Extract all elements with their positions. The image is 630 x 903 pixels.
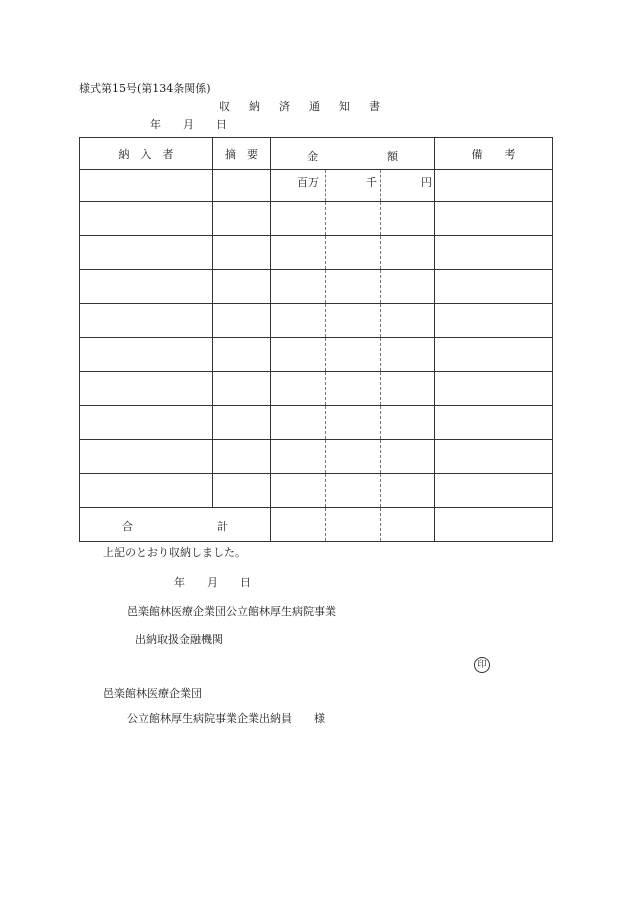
addressee-organization: 邑楽館林医療企業団 [103,687,202,700]
confirmation-text: 上記のとおり収納しました。 [103,546,246,559]
amount-header-left: 金 [307,150,318,163]
issuer-institution: 出納取扱金融機関 [135,633,223,646]
receipt-table [79,137,553,542]
table-row [80,338,553,372]
summary-header: 摘 要 [213,138,271,170]
table-row [80,202,553,236]
payer-header: 納 入 者 [80,138,213,170]
table-row [80,440,553,474]
document-title: 収 納 済 通 知 書 [219,100,384,113]
header-date: 年 月 日 [150,118,227,131]
units-row [80,170,553,202]
form-number: 様式第15号(第134条関係) [79,82,211,95]
unit-thousands: 千 [366,176,377,189]
amount-header-right: 額 [387,150,398,163]
remarks-header: 備 考 [435,138,553,170]
seal-icon: 印 [474,657,490,673]
total-label-cell [80,508,271,542]
table-row [80,372,553,406]
total-label-2: 計 [217,520,228,533]
table-header-row [80,138,553,170]
millions-cell [271,170,326,202]
amount-header [271,138,435,170]
issuer-organization: 邑楽館林医療企業団公立館林厚生病院事業 [127,605,336,618]
table-row [80,304,553,338]
table-row [80,270,553,304]
addressee-person: 公立館林厚生病院事業企業出納員 様 [127,712,325,725]
unit-yen: 円 [421,176,432,189]
table-row [80,406,553,440]
total-row [80,508,553,542]
confirmation-date: 年 月 日 [174,576,251,589]
unit-millions: 百万 [297,176,319,189]
table-row [80,474,553,508]
thousands-cell [326,170,381,202]
total-label-1: 合 [122,520,133,533]
yen-cell [381,170,435,202]
table-row [80,236,553,270]
